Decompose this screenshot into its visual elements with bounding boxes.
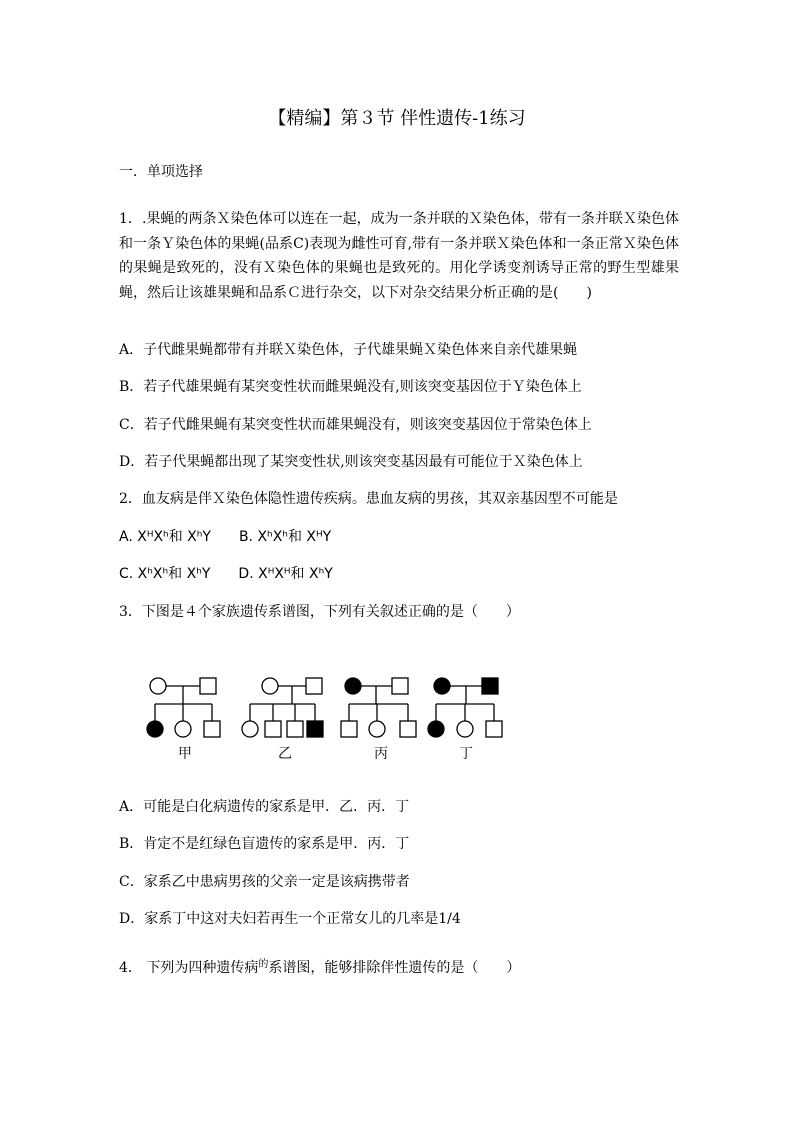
normal-male-symbol — [341, 721, 357, 737]
normal-female-symbol — [369, 721, 385, 737]
question-2-stem: 2．血友病是伴Ｘ染色体隐性遗传疾病。患血友病的男孩，其双亲基因型不可能是 — [119, 491, 618, 507]
affected-male-symbol — [482, 678, 498, 694]
normal-male-symbol — [200, 678, 216, 694]
normal-male-symbol — [392, 678, 408, 694]
pedigree-family-bing — [341, 678, 416, 737]
pedigree-family-yi — [242, 678, 323, 737]
q1-option-b: B．若子代雄果蝇有某突变性状而雌果蝇没有,则该突变基因位于Ｙ染色体上 — [119, 379, 582, 395]
normal-male-symbol — [287, 721, 303, 737]
section-heading: 一．单项选择 — [119, 164, 203, 180]
normal-female-symbol — [457, 721, 473, 737]
normal-female-symbol — [150, 678, 166, 694]
normal-male-symbol — [306, 678, 322, 694]
normal-male-symbol — [486, 721, 502, 737]
question-3-stem: 3．下图是４个家族遗传系谱图，下列有关叙述正确的是（ ） — [119, 604, 520, 620]
pedigree-family-jia — [147, 678, 220, 737]
family-label-yi: 乙 — [278, 746, 292, 762]
affected-female-symbol — [434, 678, 450, 694]
normal-male-symbol — [400, 721, 416, 737]
normal-male-symbol — [265, 721, 281, 737]
q1-option-d: D．若子代果蝇都出现了某突变性状,则该突变基因最有可能位于Ｘ染色体上 — [119, 454, 583, 470]
normal-male-symbol — [204, 721, 220, 737]
family-label-ding: 丁 — [459, 746, 473, 762]
pedigree-family-ding — [428, 678, 502, 737]
normal-female-symbol — [262, 678, 278, 694]
q3-option-d: D．家系丁中这对夫妇若再生一个正常女儿的几率是1/4 — [119, 911, 461, 927]
q2-options-row-1: A. XᴴXʰ和 XʰY B. XʰXʰ和 XᴴY — [119, 529, 332, 545]
q3-option-b: B．肯定不是红绿色盲遗传的家系是甲．丙．丁 — [119, 836, 410, 852]
normal-female-symbol — [242, 721, 258, 737]
affected-female-symbol — [428, 721, 444, 737]
affected-female-symbol — [147, 721, 163, 737]
q1-option-c: C．若子代雌果蝇有某突变性状而雄果蝇没有，则该突变基因位于常染色体上 — [119, 417, 592, 433]
q4-stem-superscript: 的 — [258, 959, 269, 970]
q1-option-a: A．子代雌果蝇都带有并联Ｘ染色体，子代雄果蝇Ｘ染色体来自亲代雄果蝇 — [119, 342, 578, 358]
page-title: 【精编】第３节 伴性遗传-1练习 — [268, 108, 526, 129]
affected-female-symbol — [345, 678, 361, 694]
normal-female-symbol — [175, 721, 191, 737]
q4-stem-start: 4． 下列为四种遗传病 — [119, 960, 259, 976]
question-1-stem: 1．.果蝇的两条Ｘ染色体可以连在一起，成为一条并联的Ｘ染色体，带有一条并联Ｘ染色体和一条Ｙ染色体的果蝇(品系C)表现为雌性可育,带有一条并联Ｘ染色体和一条正常Ｘ染色体的果蝇是致死的，没有Ｘ染色体的果蝇也是致死的。用化学诱变剂诱导正常的野生型雄果蝇，然后让该雄果蝇和品系Ｃ进行杂交，以下对杂交结果分析正确的是( ) — [119, 211, 679, 301]
q4-stem-end: 系谱图，能够排除伴性遗传的是（ ） — [268, 960, 521, 976]
pedigree-diagrams — [140, 668, 520, 764]
family-label-bing: 丙 — [374, 746, 388, 762]
affected-male-symbol — [307, 721, 323, 737]
q3-option-c: C．家系乙中患病男孩的父亲一定是该病携带者 — [119, 874, 410, 890]
q2-options-row-2: C. XʰXʰ和 XʰY D. XᴴXᴴ和 XʰY — [119, 566, 333, 582]
q3-option-a: A．可能是白化病遗传的家系是甲．乙．丙．丁 — [119, 799, 410, 815]
family-label-jia: 甲 — [178, 746, 192, 762]
question-4-stem — [119, 958, 520, 980]
